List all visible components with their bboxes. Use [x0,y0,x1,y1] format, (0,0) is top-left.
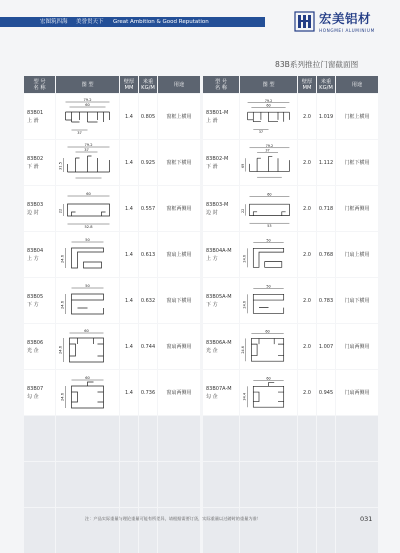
cell-weight [317,140,335,185]
thickness-value: 1.4 [125,297,133,304]
usage-value: 窗扇上横用 [166,251,192,258]
svg-text:37: 37 [84,148,89,152]
cell-weight [139,278,157,323]
slogan-cn-1: 宏图筑四海 [40,19,68,25]
model-code: 83B04 [27,247,44,254]
cell-usage [158,462,200,507]
header-bar [0,17,265,27]
model-code: 83B05 [27,293,44,300]
cell-thickness [120,94,138,139]
cell-drawing [56,232,119,277]
model-name: 边 封 [27,209,39,216]
model-name: 上 滑 [206,117,218,124]
profile-drawing [240,370,297,415]
usage-value: 门扇下横用 [344,297,370,304]
cell-usage [336,232,378,277]
cell-model [203,370,239,415]
cell-weight [139,508,157,553]
thickness-value: 1.4 [125,343,133,350]
profile-drawing [240,140,297,185]
cell-drawing [240,370,297,415]
cell-usage [158,232,200,277]
svg-text:60: 60 [84,329,89,333]
cell-usage [158,94,200,139]
header-weight: 米重 KG/M [317,76,335,93]
cell-weight [317,462,335,507]
model-name: 上 方 [27,255,39,262]
model-code: 83B03 [27,201,44,208]
usage-value: 门扇上横用 [344,251,370,258]
slogan-cn-2: 美誉贯天下 [76,19,104,25]
cell-thickness [120,370,138,415]
cell-weight [139,94,157,139]
model-name: 下 方 [206,301,218,308]
weight-value: 0.632 [140,297,156,304]
model-code: 83B02 [27,155,44,162]
profile-drawing [240,278,297,323]
cell-model [24,94,55,139]
profile-drawing [56,186,119,231]
cell-model [203,508,239,553]
header-usage: 用途 [336,76,378,93]
cell-weight [139,232,157,277]
svg-text:53: 53 [267,224,272,229]
svg-text:24.6: 24.6 [242,254,247,263]
weight-value: 0.805 [140,113,156,120]
model-code: 83B05A-M [206,293,232,300]
cell-model [203,462,239,507]
cell-drawing [56,278,119,323]
usage-value: 窗扇两侧用 [166,389,192,396]
cell-drawing [240,416,297,461]
thickness-value: 2.0 [303,251,311,258]
cell-weight [139,186,157,231]
model-code: 83B07A-M [206,385,232,392]
usage-value: 窗扇下横用 [166,297,192,304]
brand-logo [294,11,374,37]
weight-value: 1.019 [318,113,334,120]
svg-text:37: 37 [77,131,82,135]
cell-thickness [120,140,138,185]
svg-text:22: 22 [58,208,63,214]
profile-drawing [240,232,297,277]
cell-thickness [120,416,138,461]
svg-text:50: 50 [85,284,90,288]
model-code: 83B06A-M [206,339,232,346]
weight-value: 0.613 [140,251,156,258]
svg-text:22: 22 [240,208,245,214]
cell-usage [336,416,378,461]
thickness-value: 2.0 [303,297,311,304]
svg-text:60: 60 [86,192,91,196]
svg-text:60: 60 [265,329,270,334]
weight-value: 1.007 [318,343,334,350]
svg-text:37: 37 [258,130,264,135]
profile-drawing [56,94,119,139]
model-name: 边 封 [206,209,218,216]
profile-drawing [240,94,297,139]
thickness-value: 1.4 [125,389,133,396]
cell-drawing [56,324,119,369]
cell-usage [336,94,378,139]
model-code: 83B07 [27,385,44,392]
cell-usage [336,462,378,507]
header-thickness: 壁厚 MM [120,76,138,93]
header-usage: 用途 [158,76,200,93]
cell-model [24,140,55,185]
cell-weight [317,508,335,553]
cell-thickness [120,508,138,553]
thickness-value: 2.0 [303,389,311,396]
cell-model [24,462,55,507]
cell-usage [158,140,200,185]
usage-value: 窗框两侧用 [166,205,192,212]
svg-text:52.8: 52.8 [84,225,93,229]
cell-weight [317,94,335,139]
header-thickness: 壁厚 MM [298,76,316,93]
model-name: 光 企 [27,347,39,354]
svg-text:79.2: 79.2 [83,98,92,102]
model-code: 83B02-M [206,155,229,162]
cell-thickness [298,140,316,185]
header-model: 型 号 名 称 [203,76,239,93]
weight-value: 0.718 [318,205,334,212]
weight-value: 0.945 [318,389,334,396]
model-code: 83B06 [27,339,44,346]
cell-drawing [56,416,119,461]
cell-thickness [120,278,138,323]
cell-model [24,370,55,415]
cell-weight [317,370,335,415]
model-name: 勾 企 [27,393,39,400]
model-name: 下 滑 [27,163,39,170]
cell-weight [317,186,335,231]
cell-drawing [240,278,297,323]
thickness-value: 2.0 [303,205,311,212]
model-name: 上 方 [206,255,218,262]
svg-text:79.2: 79.2 [264,98,273,103]
cell-model [24,416,55,461]
svg-text:24.6: 24.6 [60,300,65,310]
cell-model [24,278,55,323]
header-drawing: 图 型 [56,76,119,93]
svg-text:24.6: 24.6 [60,392,65,402]
logo-mark-icon [294,11,315,32]
cell-thickness [120,324,138,369]
cell-usage [158,508,200,553]
svg-text:34.4: 34.4 [242,392,247,401]
thickness-value: 2.0 [303,343,311,350]
cell-model [203,278,239,323]
cell-thickness [298,94,316,139]
thickness-value: 1.4 [125,205,133,212]
svg-text:79.2: 79.2 [265,143,274,148]
header-drawing: 图 型 [240,76,297,93]
logo-name-cn: 宏美铝材 [319,11,372,26]
cell-thickness [298,232,316,277]
svg-text:60: 60 [267,192,272,197]
cell-thickness [120,232,138,277]
header-model: 型 号 名 称 [24,76,55,93]
cell-usage [158,416,200,461]
page-number: 031 [360,515,373,523]
svg-text:24.6: 24.6 [242,300,247,309]
cell-weight [139,370,157,415]
cell-drawing [56,186,119,231]
weight-value: 0.768 [318,251,334,258]
cell-drawing [240,508,297,553]
model-code: 83B04A-M [206,247,232,254]
usage-value: 窗扇两侧用 [166,343,192,350]
model-name: 光 企 [206,347,218,354]
cell-model [203,232,239,277]
cell-drawing [240,94,297,139]
cell-weight [139,140,157,185]
footer-note: 注：产品实际重量与理论重量可能有所差异，请根据需要订货，实际重量以过磅时的重量为准！ [85,516,261,521]
svg-text:37: 37 [265,148,270,153]
cell-drawing [56,370,119,415]
thickness-value: 2.0 [303,159,311,166]
model-name: 上 滑 [27,117,39,124]
usage-value: 门框两侧用 [344,205,370,212]
svg-text:50: 50 [266,238,271,243]
cell-model [24,508,55,553]
svg-text:24.6: 24.6 [240,346,245,354]
profile-drawing [56,140,119,185]
profile-drawing [56,278,119,323]
svg-text:69: 69 [240,163,245,168]
profile-drawing [56,370,119,415]
weight-value: 0.925 [140,159,156,166]
cell-usage [336,140,378,185]
weight-value: 0.736 [140,389,156,396]
cell-usage [158,370,200,415]
svg-text:60: 60 [85,376,90,380]
model-code: 83B01 [27,109,44,116]
usage-value: 窗框上横用 [166,113,192,120]
cell-thickness [120,462,138,507]
usage-value: 门框下横用 [344,159,370,166]
cell-drawing [240,186,297,231]
cell-weight [317,324,335,369]
svg-text:50: 50 [266,284,271,289]
cell-drawing [240,140,297,185]
weight-value: 0.783 [318,297,334,304]
svg-text:60: 60 [85,103,90,107]
weight-value: 0.744 [140,343,156,350]
slogan-en: Great Ambition & Good Reputation [113,19,209,25]
cell-thickness [298,370,316,415]
usage-value: 窗框下横用 [166,159,192,166]
cell-thickness [298,416,316,461]
cell-model [203,416,239,461]
header-weight: 米重 KG/M [139,76,157,93]
cell-weight [139,324,157,369]
cell-model [203,94,239,139]
cell-model [203,324,239,369]
cell-usage [336,324,378,369]
cell-thickness [298,508,316,553]
weight-value: 0.557 [140,205,156,212]
cell-weight [317,278,335,323]
svg-text:50: 50 [85,238,90,242]
cell-weight [139,462,157,507]
model-code: 83B03-M [206,201,229,208]
svg-text:60: 60 [266,103,271,108]
thickness-value: 1.4 [125,159,133,166]
cell-thickness [298,186,316,231]
cell-weight [317,232,335,277]
usage-value: 门框上横用 [344,113,370,120]
thickness-value: 2.0 [303,113,311,120]
cell-drawing [240,462,297,507]
model-code: 83B01-M [206,109,229,116]
svg-text:24.6: 24.6 [58,345,63,355]
usage-value: 门扇两侧用 [344,343,370,350]
cell-usage [158,186,200,231]
cell-drawing [56,140,119,185]
cell-model [24,324,55,369]
cell-weight [139,416,157,461]
model-name: 下 方 [27,301,39,308]
cell-usage [158,278,200,323]
cell-thickness [120,186,138,231]
usage-value: 门扇两侧用 [344,389,370,396]
cell-weight [317,416,335,461]
cell-usage [336,278,378,323]
thickness-value: 1.4 [125,251,133,258]
page-title: 83B系列推拉门窗截面图 [275,60,359,69]
cell-usage [158,324,200,369]
cell-thickness [298,278,316,323]
cell-usage [336,370,378,415]
svg-text:31.5: 31.5 [58,161,63,171]
profile-drawing [240,186,297,231]
cell-thickness [298,324,316,369]
svg-text:60: 60 [266,376,271,381]
model-name: 勾 企 [206,393,218,400]
cell-drawing [240,324,297,369]
cell-model [203,140,239,185]
weight-value: 1.112 [318,159,334,166]
cell-model [24,232,55,277]
cell-model [24,186,55,231]
svg-text:24.6: 24.6 [60,254,65,264]
cell-usage [336,186,378,231]
logo-name-en: HONGMEI ALUMINIUM [319,28,375,33]
profile-drawing [240,324,297,369]
cell-drawing [56,462,119,507]
profile-drawing [56,232,119,277]
cell-drawing [240,232,297,277]
cell-thickness [298,462,316,507]
thickness-value: 1.4 [125,113,133,120]
svg-text:79.2: 79.2 [84,143,93,147]
cell-model [203,186,239,231]
cell-drawing [56,508,119,553]
profile-drawing [56,324,119,369]
model-name: 下 滑 [206,163,218,170]
cell-drawing [56,94,119,139]
